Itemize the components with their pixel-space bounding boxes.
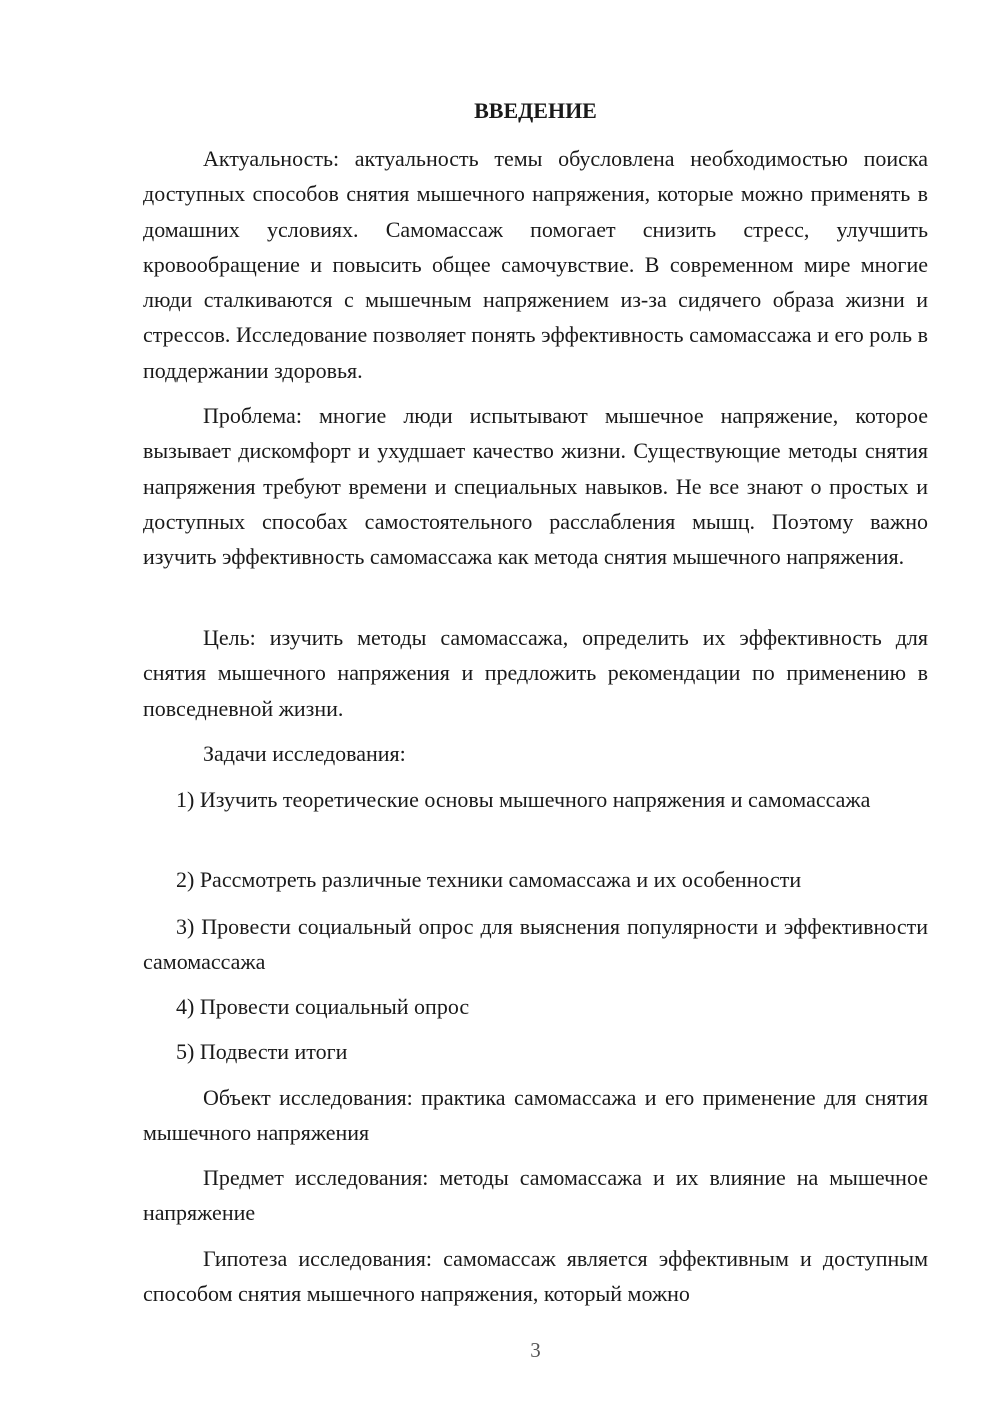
task-item-4: 4) Провести социальный опрос xyxy=(176,994,470,1019)
paragraph-problem: Проблема: многие люди испытывают мышечное напряжение, которое вызывает дискомфорт и ухудшает качество жизни. Существующие методы снятия напряжения требуют времени и специальных навыков. Не все знают о простых и доступных способах самостоятельного расслабления мышц. Поэтому важно изучить эффективность самомассажа как метода снятия мышечного напряжения. xyxy=(143,403,928,570)
paragraph-tasks-heading: Задачи исследования: xyxy=(203,741,406,766)
task-item-1: 1) Изучить теоретические основы мышечного напряжения и самомассажа xyxy=(176,787,871,812)
task-item-2: 2) Рассмотреть различные техники самомассажа и их особенности xyxy=(176,867,802,892)
paragraph-relevance: Актуальность: актуальность темы обусловлена необходимостью поиска доступных способов снятия мышечного напряжения, которые можно применять в домашних условиях. Самомассаж помогает снизить стресс, улучшить кровообращение и повысить общее самочувствие. В современном мире многие люди сталкиваются с мышечным напряжением из-за сидячего образа жизни и стрессов. Исследование позволяет понять эффективность самомассажа и его роль в поддержании здоровья. xyxy=(143,146,928,383)
task-item-5: 5) Подвести итоги xyxy=(176,1039,348,1064)
paragraph-hypothesis: Гипотеза исследования: самомассаж является эффективным и доступным способом снятия мышечного напряжения, который можно xyxy=(143,1246,928,1307)
page-number: 3 xyxy=(530,1338,541,1362)
paragraph-goal: Цель: изучить методы самомассажа, определить их эффективность для снятия мышечного напряжения и предложить рекомендации по применению в повседневной жизни. xyxy=(143,625,928,721)
task-item-3: 3) Провести социальный опрос для выяснения популярности и эффективности самомассажа xyxy=(143,914,928,975)
paragraph-subject: Предмет исследования: методы самомассажа и их влияние на мышечное напряжение xyxy=(143,1165,928,1226)
paragraph-object: Объект исследования: практика самомассажа и его применение для снятия мышечного напряжения xyxy=(143,1085,928,1146)
section-title: ВВЕДЕНИЕ xyxy=(474,98,597,123)
